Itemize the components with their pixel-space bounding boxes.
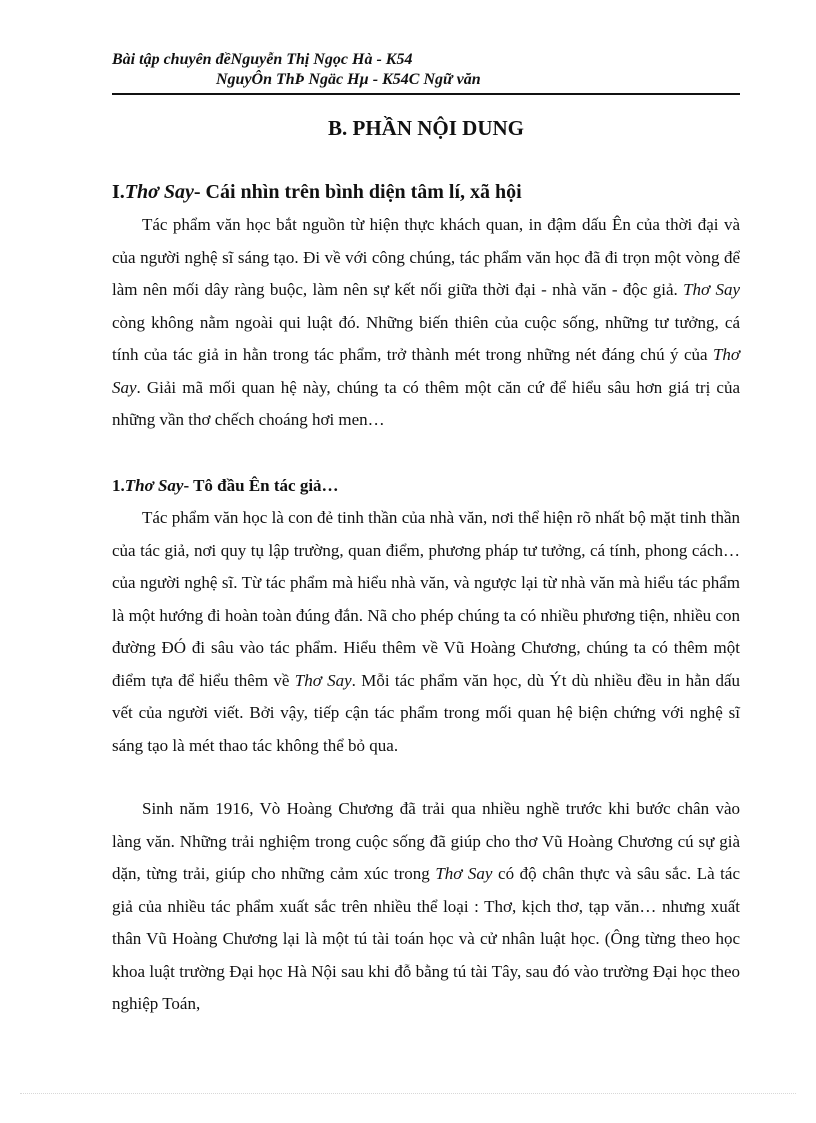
heading-1-rest: - Cái nhìn trên bình diện tâm lí, xã hội: [193, 181, 522, 203]
heading-2-prefix: 1.: [112, 476, 125, 495]
page-header: [112, 50, 740, 90]
heading-2: [112, 472, 740, 500]
heading-2-italic: Thơ Say: [124, 476, 184, 495]
header-line-1: Bài tập chuyên đềNguyễn Thị Ngọc Hà - K54: [112, 51, 413, 68]
paragraph-1-a: Tác phẩm văn học bắt nguồn từ hiện thực khách quan, in đậm dấu Ên của thời đại và của người nghệ sĩ sáng tạo. Đi về với công chúng, tác phẩm văn học đã đi trọn một vòng để làm nên mối dây ràng buộc, làm nên sự kết nối giữa thời đại - nhà văn - độc giả.: [112, 215, 740, 299]
paragraph-1-b: còng không nằm ngoài qui luật đó. Những biến thiên của cuộc sống, những tư tưởng, cá tính của tác giả in hằn trong tác phẩm, trở thành mét trong những nét đáng chú ý của: [112, 312, 740, 364]
header-divider: [112, 93, 740, 95]
paragraph-2-b: . Mỗi tác phẩm văn học, dù Ýt dù nhiều đều in hằn dấu vết của người viết. Bởi vậy, tiếp cận tác phẩm trong mối quan hệ biện chứng với nghệ sĩ sáng tạo là mét thao tác không thể bỏ qua.: [112, 670, 741, 755]
page-bottom-edge: [20, 1093, 796, 1094]
paragraph-1-c: . Giải mã mối quan hệ này, chúng ta có thêm một căn cứ để hiểu sâu hơn giá trị của những vần thơ chếch choáng hơi men…: [112, 377, 740, 429]
heading-1: [112, 178, 740, 206]
paragraph-2-italic-1: Thơ Say: [294, 670, 352, 690]
paragraph-1-italic-2: Thơ Say: [112, 345, 740, 397]
paragraph-1-italic-1: Thơ Say: [683, 280, 740, 299]
paragraph-3-b: có độ chân thực và sâu sắc. Là tác giả của nhiều tác phẩm xuất sắc trên nhiều thể loại : Thơ, kịch thơ, tạp văn… nhưng xuất thân Vũ Hoàng Chương lại là một tú tài toán học và cử nhân luật học. (Ông từng theo học khoa luật trường Đại học Hà Nội sau khi đỗ bằng tú tài Tây, sau đó vào trường Đại học theo nghiệp Toán,: [112, 864, 740, 1013]
paragraph-3: [112, 793, 740, 1021]
paragraph-2-a: Tác phẩm văn học là con đẻ tinh thần của nhà văn, nơi thể hiện rõ nhất bộ mặt tinh thần của tác giả, nơi quy tụ lập trường, quan điểm, phương pháp tư tưởng, cá tính, phong cách… của người nghệ sĩ. Từ tác phẩm mà hiểu nhà văn, và ngược lại từ nhà văn mà hiểu tác phẩm là một hướng đi hoàn toàn đúng đắn. Nã cho phép chúng ta có nhiều phương tiện, nhiều con đường ĐÓ đi sâu vào tác phẩm. Hiểu thêm về Vũ Hoàng Chương, chúng ta có thêm một điểm tựa để hiểu thêm về: [112, 508, 740, 690]
heading-1-italic: Thơ Say: [124, 181, 194, 203]
paragraph-1: [112, 209, 740, 437]
header-line-2: NguyÔn ThÞ Ngäc Hµ - K54C Ngữ văn: [216, 71, 481, 88]
paragraph-3-italic-1: Thơ Say: [435, 864, 493, 883]
heading-2-rest: - Tô đầu Ên tác giả…: [183, 476, 339, 495]
heading-1-prefix: I.: [112, 181, 125, 203]
paragraph-3-a: Sinh năm 1916, Vò Hoàng Chương đã trải qua nhiều nghề trước khi bước chân vào làng văn. Những trải nghiệm trong cuộc sống đã giúp cho thơ Vũ Hoàng Chương cú sự già dặn, từng trải, giúp cho những cảm xúc trong: [112, 799, 740, 883]
section-title: B. PHẦN NỘI DUNG: [327, 116, 524, 140]
paragraph-2: [112, 502, 740, 762]
